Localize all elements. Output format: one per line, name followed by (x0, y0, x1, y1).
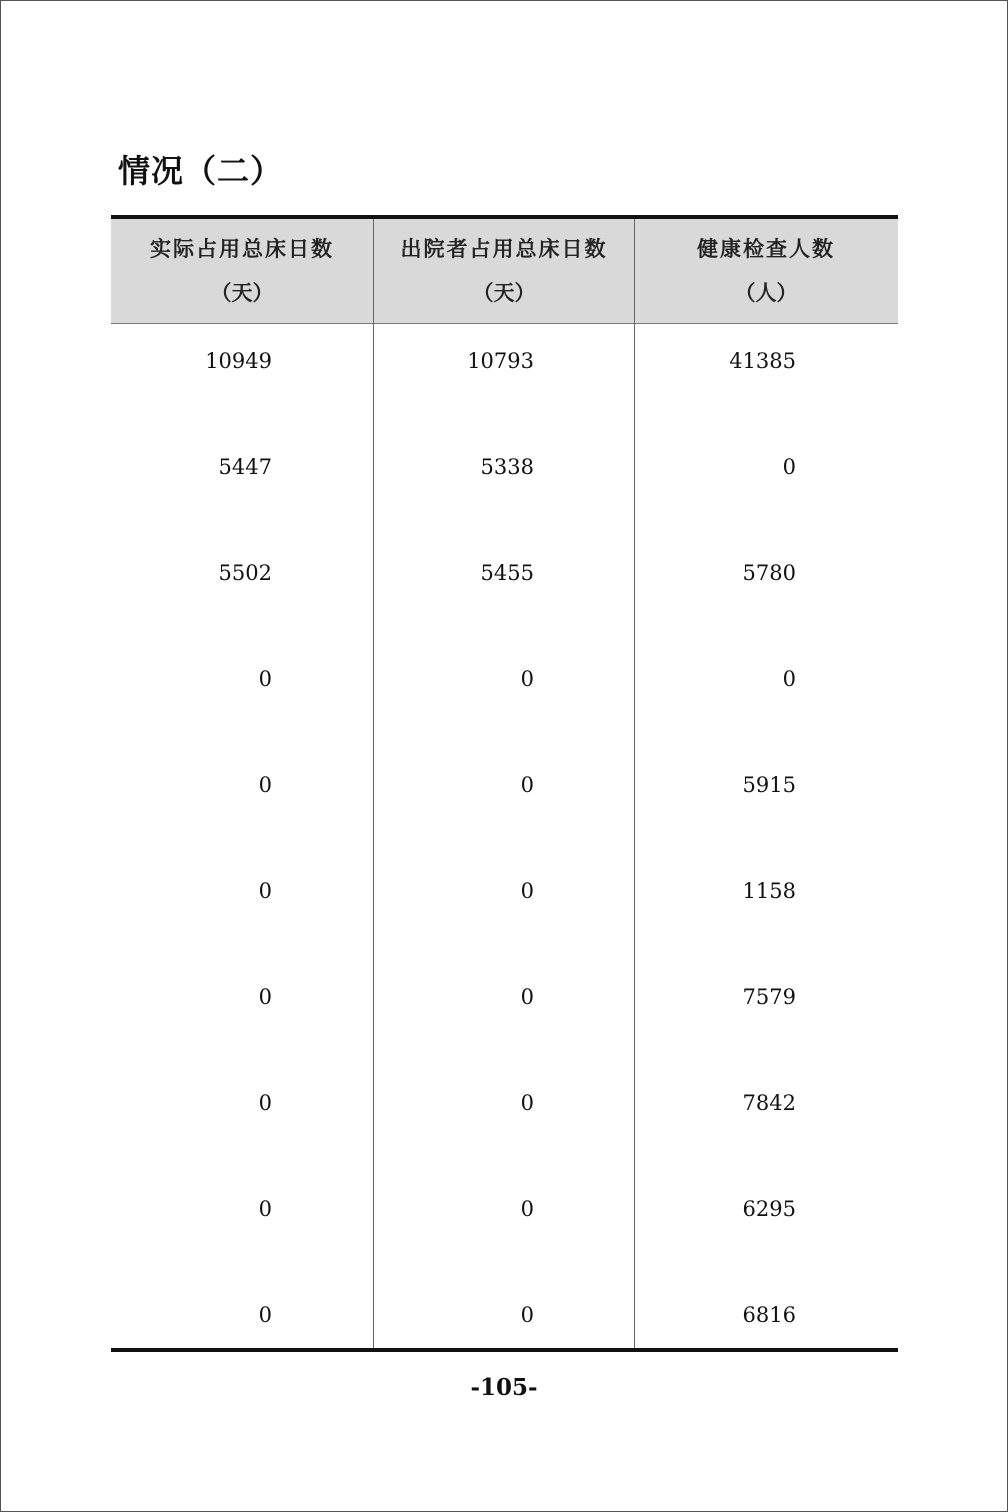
column-header-health-checkups (635, 219, 897, 323)
table-cell: 0 (258, 1303, 272, 1327)
table-cell: 5338 (480, 455, 534, 479)
table-cell: 0 (520, 667, 534, 691)
table-cell: 10949 (205, 349, 272, 373)
table-cell: 5915 (742, 773, 796, 797)
table-cell: 10793 (467, 349, 534, 373)
table-cell: 7579 (742, 985, 796, 1009)
table-header (111, 219, 898, 324)
table-bottom-rule (111, 1348, 898, 1352)
table-cell: 6816 (742, 1303, 796, 1327)
table-cell: 0 (520, 1303, 534, 1327)
page-number: -105- (470, 1374, 538, 1401)
column-header-unit: （天） (210, 281, 274, 305)
column-header-actual-bed-days (111, 219, 373, 323)
column-header-label: 健康检查人数 (697, 237, 835, 261)
column-header-label: 实际占用总床日数 (150, 237, 334, 261)
page-title: 情况（二） (118, 152, 284, 190)
column-header-discharged-bed-days (373, 219, 635, 323)
table-cell: 0 (782, 455, 796, 479)
table-cell: 41385 (729, 349, 796, 373)
table-cell: 0 (520, 1197, 534, 1221)
column-header-unit: （天） (472, 281, 536, 305)
table-cell: 0 (520, 879, 534, 903)
table-cell: 0 (520, 985, 534, 1009)
table-cell: 0 (520, 773, 534, 797)
table-cell: 0 (258, 1091, 272, 1115)
table-cell: 0 (258, 667, 272, 691)
table-cell: 6295 (742, 1197, 796, 1221)
table-cell: 5447 (218, 455, 272, 479)
table-cell: 0 (258, 773, 272, 797)
table-cell: 5455 (480, 561, 534, 585)
column-header-label: 出院者占用总床日数 (400, 237, 608, 261)
table-cell: 0 (258, 985, 272, 1009)
statistics-table (111, 215, 898, 1352)
column-header-unit: （人） (734, 281, 798, 305)
table-cell: 0 (258, 879, 272, 903)
table-cell: 0 (782, 667, 796, 691)
column-divider (634, 219, 635, 1348)
table-cell: 0 (258, 1197, 272, 1221)
table-cell: 5502 (218, 561, 272, 585)
table-cell: 0 (520, 1091, 534, 1115)
table-cell: 7842 (742, 1091, 796, 1115)
table-cell: 5780 (742, 561, 796, 585)
table-cell: 1158 (742, 879, 796, 903)
